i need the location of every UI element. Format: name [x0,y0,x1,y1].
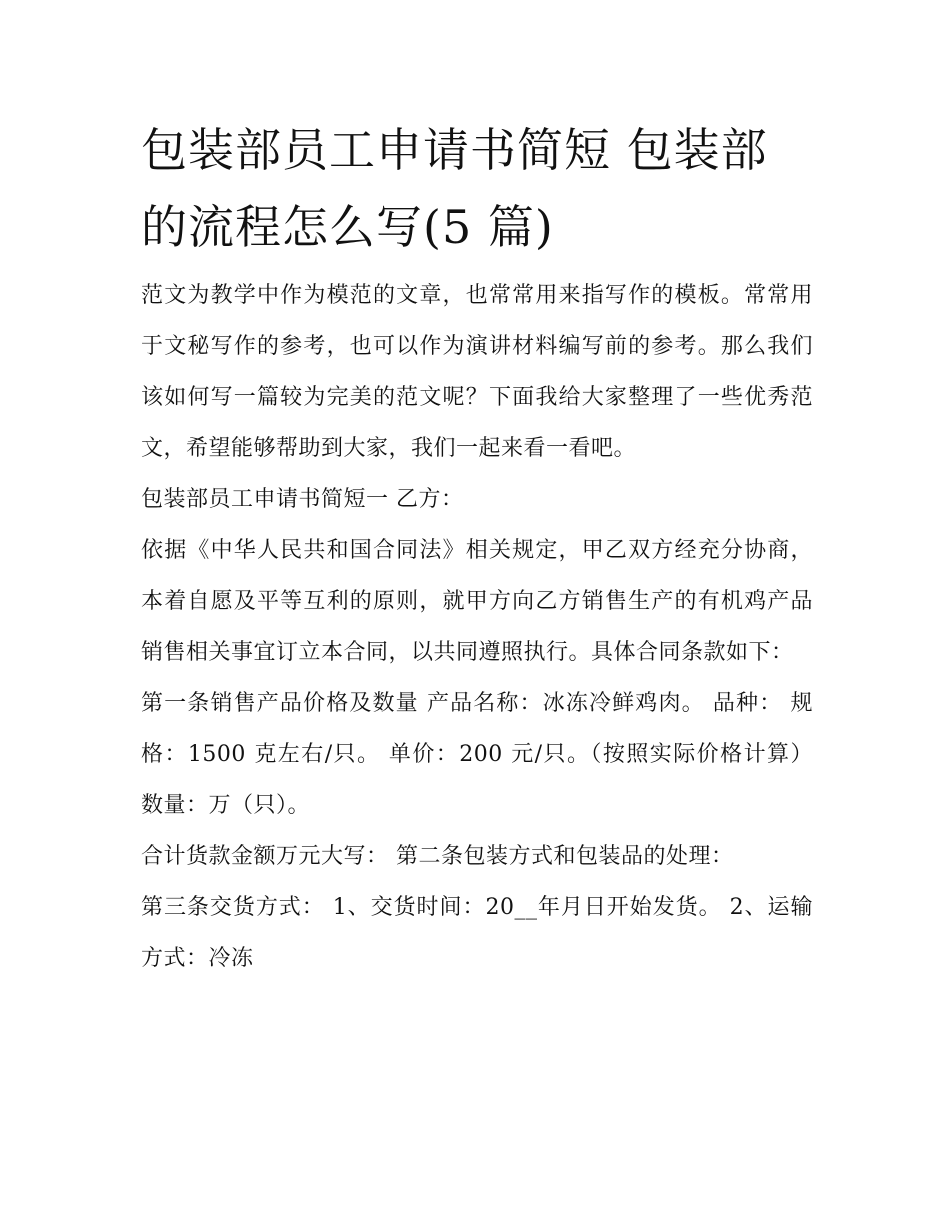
article-three-paragraph: 第三条交货方式： 1、交货时间：20__年月日开始发货。 2、运输方式：冷冻 [141,895,813,971]
section-heading-one: 包装部员工申请书简短一 乙方： [141,487,464,512]
document-title: 包装部员工申请书简短 包装部的流程怎么写(5 篇) [141,123,768,254]
contract-preamble-paragraph: 依据《中华人民共和国合同法》相关规定，甲乙双方经充分协商，本着自愿及平等互利的原则，就甲方向乙方销售生产的有机鸡产品销售相关事宜订立本合同，以共同遵照执行。具体合同条款如下： [141,538,813,665]
intro-paragraph: 范文为教学中作为模范的文章，也常常用来指写作的模板。常常用于文秘写作的参考，也可以作为演讲材料编写前的参考。那么我们该如何写一篇较为完美的范文呢？下面我给大家整理了一些优秀范文，希望能够帮助到大家，我们一起来看一看吧。 [141,283,813,461]
article-one-paragraph: 第一条销售产品价格及数量 产品名称：冰冻冷鲜鸡肉。 品种： 规格：1500 克左右/只。 单价：200 元/只。（按照实际价格计算） 数量：万（只）。 [141,691,813,818]
payment-and-article-two-paragraph: 合计货款金额万元大写： 第二条包装方式和包装品的处理： [141,844,734,869]
document-body [141,112,813,984]
